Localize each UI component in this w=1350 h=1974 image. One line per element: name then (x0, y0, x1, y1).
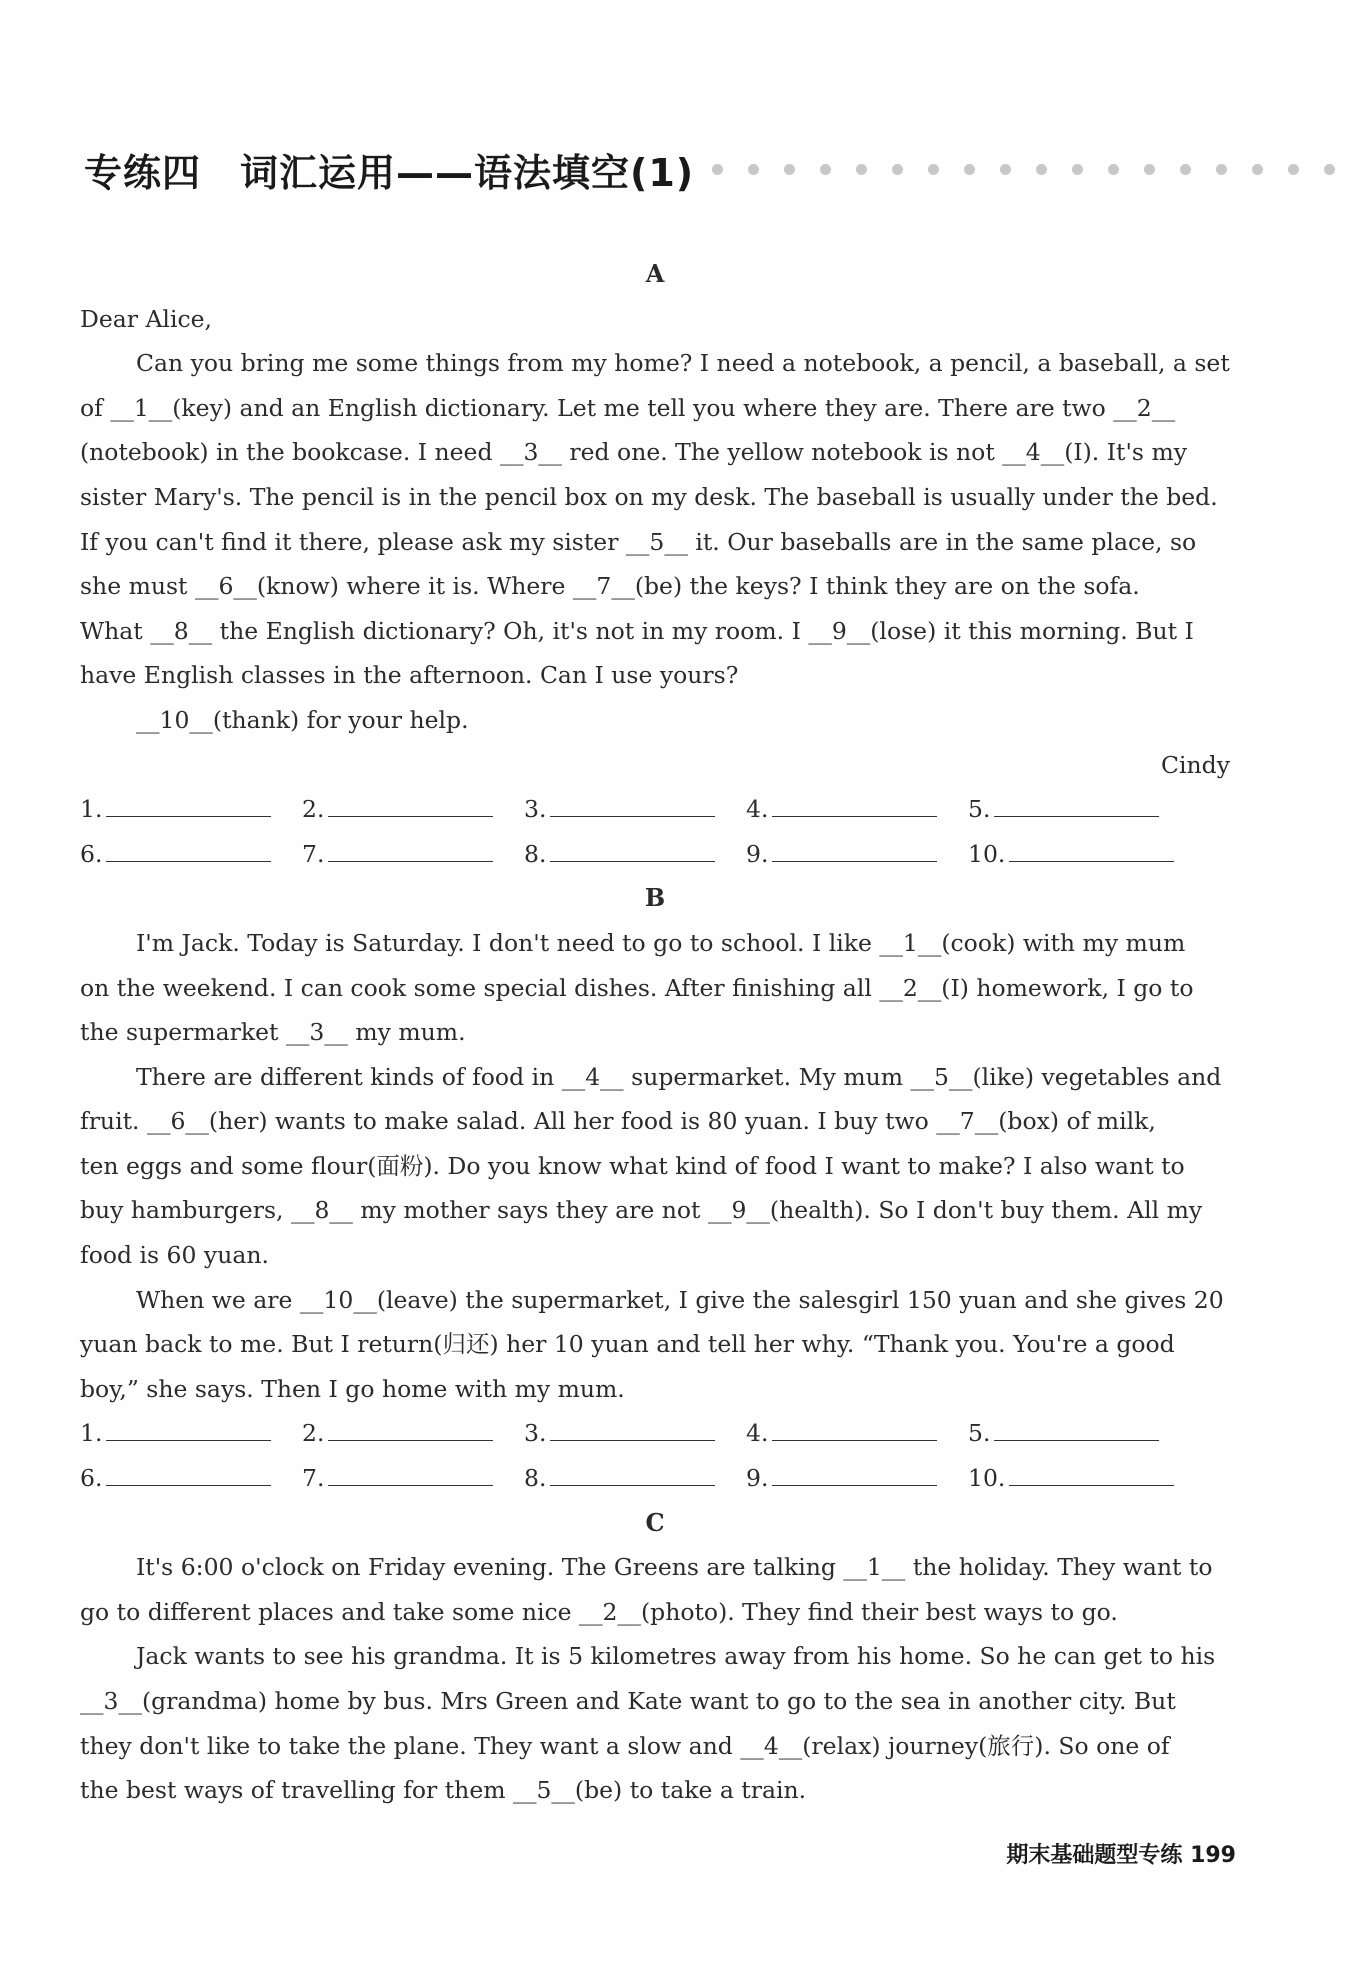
section-a-line: (notebook) in the bookcase. I need __3__ red one. The yellow notebook is not __4__(I). It's my (80, 438, 1188, 467)
section-c-line: go to different places and take some nice __2__(photo). They find their best ways to go. (80, 1597, 1118, 1626)
answer-blank[interactable]: 8. (524, 1456, 746, 1501)
answer-row (80, 1456, 1230, 1501)
answer-blank[interactable]: 6. (80, 1456, 302, 1501)
section-b-line: ten eggs and some flour(面粉). Do you know what kind of food I want to make? I also want to (80, 1151, 1185, 1180)
section-a-line: What __8__ the English dictionary? Oh, it's not in my room. I __9__(lose) it this morning. But I (80, 616, 1194, 645)
page-header (84, 142, 1350, 197)
section-c-line: Jack wants to see his grandma. It is 5 kilometres away from his home. So he can get to his (136, 1642, 1216, 1671)
answer-blank[interactable]: 4. (746, 787, 968, 832)
section-c-line: they don't like to take the plane. They want a slow and __4__(relax) journey(旅行). So one of (80, 1731, 1170, 1760)
answer-blank[interactable]: 8. (524, 832, 746, 877)
answer-blank[interactable]: 7. (302, 1456, 524, 1501)
section-c-line: the best ways of travelling for them __5__(be) to take a train. (80, 1776, 807, 1805)
section-a-line: have English classes in the afternoon. Can I use yours? (80, 661, 739, 690)
section-b-line: I'm Jack. Today is Saturday. I don't need to go to school. I like __1__(cook) with my mum (136, 928, 1186, 957)
section-a-line: of __1__(key) and an English dictionary. Let me tell you where they are. There are two __2__ (80, 393, 1176, 422)
answer-blank[interactable]: 2. (302, 1411, 524, 1456)
answer-blank[interactable]: 7. (302, 832, 524, 877)
answer-blank[interactable]: 6. (80, 832, 302, 877)
section-a-line: __10__(thank) for your help. (136, 705, 469, 734)
answer-blank[interactable]: 3. (524, 1411, 746, 1456)
section-b-line: the supermarket __3__ my mum. (80, 1018, 466, 1047)
answer-blank[interactable]: 2. (302, 787, 524, 832)
answer-row (80, 832, 1230, 877)
decorative-dots (712, 164, 1350, 175)
section-c-line: __3__(grandma) home by bus. Mrs Green and Kate want to go to the sea in another city. But (80, 1687, 1176, 1715)
section-a-line: she must __6__(know) where it is. Where __7__(be) the keys? I think they are on the sofa. (80, 572, 1140, 601)
page-number: 199 (1190, 1843, 1236, 1868)
answer-blank[interactable]: 10. (968, 832, 1190, 877)
exercise-content (80, 252, 1230, 1813)
section-a-line: If you can't find it there, please ask my sister __5__ it. Our baseballs are in the same place, so (80, 527, 1197, 556)
page-footer (1006, 1838, 1236, 1869)
section-b-line: food is 60 yuan. (80, 1241, 269, 1270)
section-c-heading: C (645, 1507, 665, 1537)
answer-blank[interactable]: 5. (968, 787, 1190, 832)
section-a-line: Can you bring me some things from my home? I need a notebook, a pencil, a baseball, a set (136, 349, 1230, 378)
page-title: 专练四 词汇运用——语法填空(1) (84, 151, 695, 195)
section-b-line: buy hamburgers, __8__ my mother says they are not __9__(health). So I don't buy them. All my (80, 1196, 1203, 1225)
answer-blank[interactable]: 10. (968, 1456, 1190, 1501)
answer-blank[interactable]: 9. (746, 1456, 968, 1501)
answer-row (80, 1411, 1230, 1456)
section-a-line: Dear Alice, (80, 304, 213, 333)
section-c-line: It's 6:00 o'clock on Friday evening. The Greens are talking __1__ the holiday. They want to (136, 1553, 1213, 1582)
answer-blank[interactable]: 9. (746, 832, 968, 877)
answer-blank[interactable]: 4. (746, 1411, 968, 1456)
section-b-line: boy,” she says. Then I go home with my mum. (80, 1374, 625, 1403)
footer-label: 期末基础题型专练 (1006, 1843, 1183, 1868)
section-b-line: fruit. __6__(her) wants to make salad. All her food is 80 yuan. I buy two __7__(box) of milk, (80, 1107, 1156, 1136)
section-b-heading: B (644, 883, 666, 913)
section-b-line: yuan back to me. But I return(归还) her 10 yuan and tell her why. “Thank you. You're a good (80, 1330, 1175, 1359)
answer-blank[interactable]: 5. (968, 1411, 1190, 1456)
letter-signature: Cindy (1161, 750, 1230, 779)
section-a-line: sister Mary's. The pencil is in the pencil box on my desk. The baseball is usually under the bed. (80, 482, 1218, 511)
answer-blank[interactable]: 3. (524, 787, 746, 832)
answer-blank[interactable]: 1. (80, 1411, 302, 1456)
section-b-line: There are different kinds of food in __4__ supermarket. My mum __5__(like) vegetables and (136, 1062, 1222, 1091)
answer-blank[interactable]: 1. (80, 787, 302, 832)
section-b-line: on the weekend. I can cook some special dishes. After finishing all __2__(I) homework, I go to (80, 973, 1194, 1002)
section-b-line: When we are __10__(leave) the supermarket, I give the salesgirl 150 yuan and she gives 20 (136, 1285, 1224, 1314)
answer-row (80, 787, 1230, 832)
section-a-heading: A (645, 259, 665, 288)
